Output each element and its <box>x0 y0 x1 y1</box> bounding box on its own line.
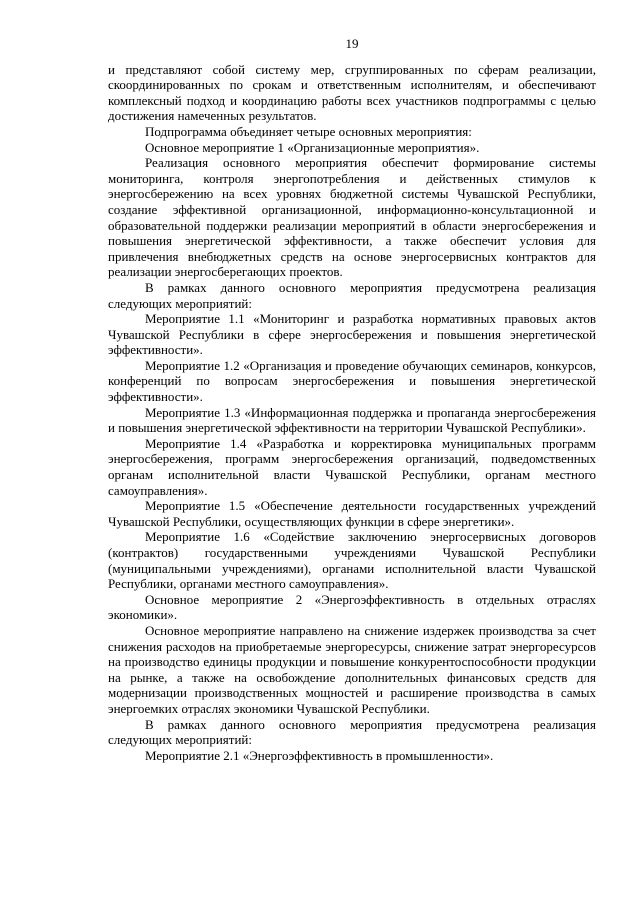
paragraph: Мероприятие 1.2 «Организация и проведение обучающих семинаров, конкурсов, конференций по вопросам энергосбережения и повышения энергетической эффективности». <box>108 357 596 405</box>
paragraph: Мероприятие 1.4 «Разработка и корректировка муниципальных программ энергосбережения, программ энергосбережения организаций, подведомственных органам исполнительной власти Чувашской Республики, органам местного самоуправления». <box>108 435 596 498</box>
paragraph: и представляют собой систему мер, сгруппированных по сферам реализации, скоординированных по срокам и ответственным исполнителям, и обеспечивают комплексный подход и координацию работы всех участников подпрограммы с целью достижения намеченных результатов. <box>108 61 596 124</box>
paragraph: Подпрограмма объединяет четыре основных мероприятия: <box>145 123 472 139</box>
document-body <box>108 62 596 764</box>
paragraph: Мероприятие 1.1 «Мониторинг и разработка нормативных правовых актов Чувашской Республики в сфере энергосбережения и повышения энергетической эффективности». <box>108 311 596 358</box>
paragraph: Основное мероприятие 1 «Организационные мероприятия». <box>145 139 480 155</box>
paragraph: Мероприятие 1.6 «Содействие заключению энергосервисных договоров (контрактов) государственными учреждениями Чувашской Республики (муниципальными учреждениями), органами исполнительной власти Чувашской Республики, органами местного самоуправления». <box>108 529 596 592</box>
paragraph: Реализация основного мероприятия обеспечит формирование системы мониторинга, контроля энергопотребления и действенных стимулов к энергосбережению на всех уровнях бюджетной системы Чувашской Республики, создание эффективной организационной, информационно-консультационной и образовательной поддержки реализации мероприятий в области энергосбережения и повышения энергетической эффективности, а также обеспечит условия для привлечения внебюджетных средств на основе энергосервисных контрактов для реализации энергосберегающих проектов. <box>108 155 596 280</box>
paragraph: Мероприятие 2.1 «Энергоэффективность в промышленности». <box>145 747 494 763</box>
page-number: 19 <box>345 36 359 51</box>
paragraph: Мероприятие 1.3 «Информационная поддержка и пропаганда энергосбережения и повышения энергетической эффективности на территории Чувашской Республики». <box>108 404 596 436</box>
paragraph: В рамках данного основного мероприятия предусмотрена реализация следующих мероприятий: <box>108 716 596 748</box>
paragraph: В рамках данного основного мероприятия предусмотрена реализация следующих мероприятий: <box>108 279 596 311</box>
document-page <box>108 36 596 763</box>
paragraph: Основное мероприятие 2 «Энергоэффективность в отдельных отраслях экономики». <box>108 591 596 623</box>
paragraph: Мероприятие 1.5 «Обеспечение деятельности государственных учреждений Чувашской Республики, осуществляющих функции в сфере энергетики». <box>108 498 596 529</box>
paragraph: Основное мероприятие направлено на снижение издержек производства за счет снижения расходов на приобретаемые энергоресурсы, снижение затрат энергоресурсов на производство единицы продукции и повышение конкурентоспособности продукции на рынке, а также на освобождение дополнительных финансовых средств для модернизации производственных мощностей и расширение производства в самых энергоемких отраслях экономики Чувашской Республики. <box>108 622 596 716</box>
